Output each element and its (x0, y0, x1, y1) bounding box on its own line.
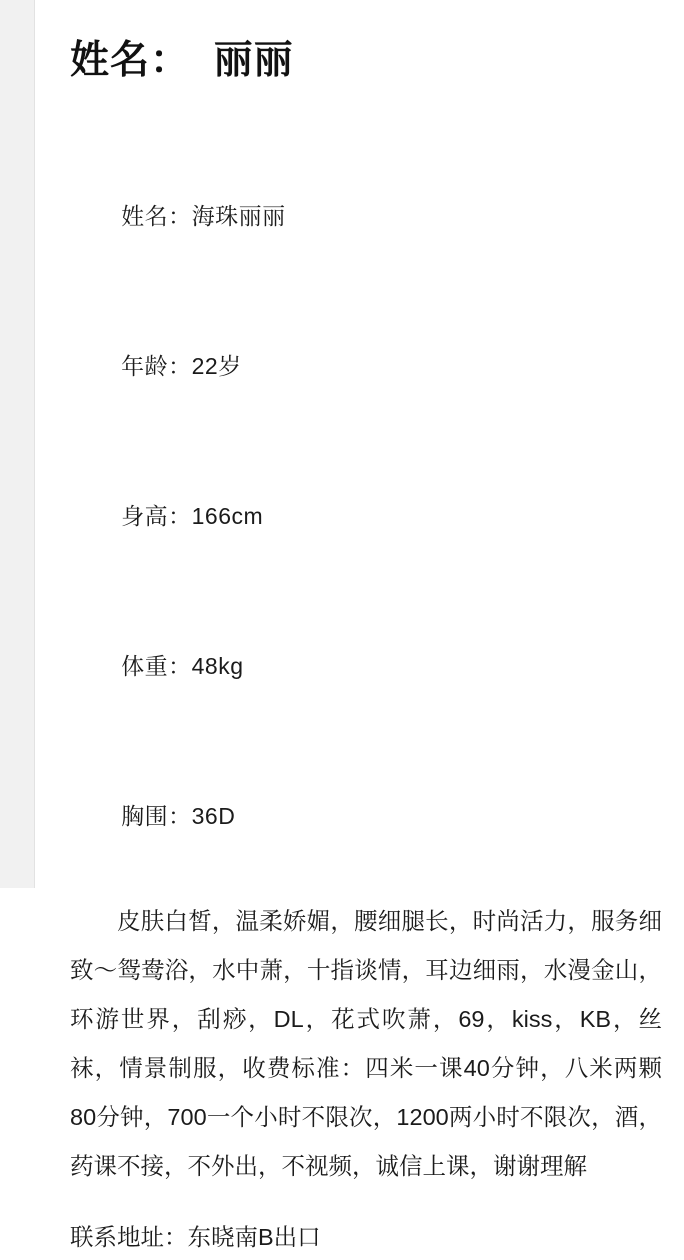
field-label-weight: 体重： (121, 652, 192, 679)
field-label-bust: 胸围： (121, 802, 192, 829)
field-row-height (70, 441, 662, 591)
field-value-weight: 48kg (191, 652, 244, 679)
field-label-height: 身高： (121, 502, 192, 529)
field-row-weight (70, 591, 662, 741)
field-label-age: 年龄： (121, 352, 192, 379)
profile-fields (70, 141, 662, 891)
field-value-age: 22岁 (191, 352, 242, 379)
description-paragraph: 皮肤白皙，温柔娇媚，腰细腿长，时尚活力，服务细致～鸳鸯浴，水中萧，十指谈情，耳边细雨，水漫金山，环游世界，刮痧，DL，花式吹萧，69，kiss，KB，丝袜，情景制服，收费标准：四米一课40分钟，八米两颗80分钟，700一个小时不限次，1200两小时不限次，酒，药课不接，不外出，不视频，诚信上课，谢谢理解 (70, 907, 662, 1179)
field-row-age (70, 291, 662, 441)
field-label-name: 姓名： (121, 202, 192, 229)
contact-address: 联系地址：东晓南B出口 (70, 1224, 321, 1251)
field-value-height: 166cm (191, 502, 264, 529)
left-margin-rail (0, 0, 35, 888)
field-row-name (70, 141, 662, 291)
field-value-name: 海珠丽丽 (191, 202, 286, 229)
field-row-bust (70, 741, 662, 891)
document-content (34, 0, 684, 1251)
page-title: 姓名： 丽丽 (70, 39, 294, 82)
field-value-bust: 36D (191, 802, 236, 829)
